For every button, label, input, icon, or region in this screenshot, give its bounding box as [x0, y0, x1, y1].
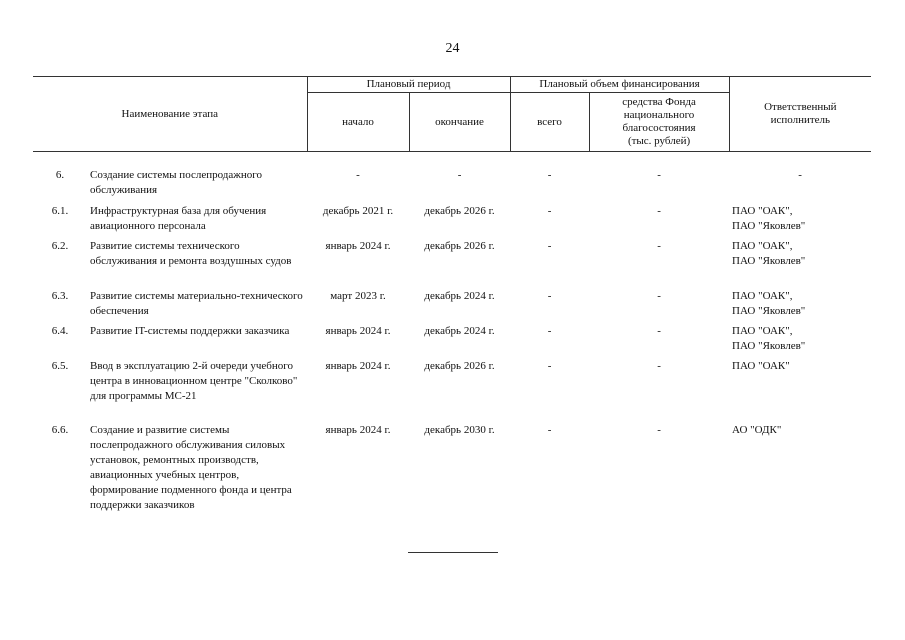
row-total: -: [547, 423, 552, 436]
row-total: -: [547, 204, 552, 217]
header-planned-funding: Плановый объем финансирования: [510, 77, 729, 93]
header-total: всего: [510, 93, 589, 152]
row-number: 6.4.: [51, 324, 69, 337]
row-total: -: [547, 239, 552, 252]
row-start: декабрь 2021 г.: [322, 204, 394, 217]
row-fund: -: [657, 239, 661, 252]
row-responsible: [729, 239, 871, 289]
row-end: декабрь 2026 г.: [424, 239, 495, 252]
table-row: [33, 239, 871, 289]
responsible-line: ПАО "ОАК",: [732, 204, 793, 217]
row-stage-name: Развитие системы технического обслуживания и ремонта воздушных судов: [90, 239, 292, 267]
row-start: март 2023 г.: [330, 289, 386, 302]
responsible-line: ПАО "ОАК",: [732, 239, 793, 252]
responsible-line: ПАО "Яковлев": [732, 219, 806, 232]
row-responsible: [729, 168, 871, 204]
row-start: январь 2024 г.: [325, 359, 391, 372]
header-fund-line: (тыс. рублей): [627, 135, 691, 147]
header-start: начало: [307, 93, 409, 152]
responsible-line: ПАО "Яковлев": [732, 304, 806, 317]
table-row: [33, 423, 871, 515]
table-row: [33, 168, 871, 204]
row-number: 6.: [55, 168, 65, 181]
row-fund: -: [657, 423, 661, 436]
header-planned-period: Плановый период: [307, 77, 510, 93]
row-total: -: [547, 289, 552, 302]
header-fund-line: благосостояния: [622, 122, 696, 134]
row-end: декабрь 2024 г.: [424, 289, 495, 302]
row-stage-name: Развитие IT-системы поддержки заказчика: [90, 324, 290, 337]
table-row: [33, 204, 871, 239]
row-number: 6.6.: [51, 423, 69, 436]
header-fund: [589, 93, 729, 152]
table-row: [33, 359, 871, 423]
row-start: январь 2024 г.: [325, 239, 391, 252]
row-responsible: [729, 324, 871, 359]
plan-table: [33, 76, 871, 515]
header-fund-line: национального: [623, 109, 695, 121]
row-total: -: [547, 359, 552, 372]
header-responsible: Ответственный исполнитель: [729, 77, 871, 152]
table-row: [33, 324, 871, 359]
row-responsible: [729, 289, 871, 324]
row-fund: -: [657, 359, 661, 372]
row-fund: -: [657, 289, 661, 302]
header-fund-line: средства Фонда: [622, 96, 696, 108]
row-fund: -: [657, 204, 661, 217]
row-number: 6.2.: [51, 239, 69, 252]
responsible-line: АО "ОДК": [732, 423, 782, 436]
row-start: январь 2024 г.: [325, 423, 391, 436]
row-total: -: [547, 168, 552, 181]
row-number: 6.3.: [51, 289, 69, 302]
row-start: январь 2024 г.: [325, 324, 391, 337]
responsible-line: ПАО "Яковлев": [732, 339, 806, 352]
table-row: [33, 289, 871, 324]
row-end: -: [457, 168, 462, 181]
header-end: окончание: [409, 93, 510, 152]
row-stage-name: Инфраструктурная база для обучения авиационного персонала: [90, 204, 267, 232]
row-number: 6.5.: [51, 359, 69, 372]
responsible-line: ПАО "Яковлев": [732, 254, 806, 267]
header-stage-name: Наименование этапа: [33, 77, 307, 152]
row-total: -: [547, 324, 552, 337]
row-end: декабрь 2026 г.: [424, 359, 495, 372]
row-end: декабрь 2026 г.: [424, 204, 495, 217]
row-end: декабрь 2024 г.: [424, 324, 495, 337]
row-responsible: [729, 359, 871, 423]
responsible-line: ПАО "ОАК": [732, 359, 790, 372]
row-responsible: [729, 423, 871, 515]
row-number: 6.1.: [51, 204, 69, 217]
row-responsible: [729, 204, 871, 239]
footer-divider: [408, 552, 498, 553]
row-stage-name: Развитие системы материально-технического обеспечения: [90, 289, 303, 317]
row-fund: -: [657, 168, 661, 181]
row-stage-name: Создание системы послепродажного обслуживания: [90, 168, 262, 196]
row-stage-name: Создание и развитие системы послепродажного обслуживания силовых установок, ремонтных производств, авиационных учебных центров, формирование подменного фонда и центра поддержки заказчиков: [90, 423, 292, 511]
row-stage-name: Ввод в эксплуатацию 2-й очереди учебного центра в инновационном центре "Сколково" для программы МС-21: [90, 359, 298, 402]
responsible-line: ПАО "ОАК",: [732, 324, 793, 337]
row-fund: -: [657, 324, 661, 337]
responsible-line: ПАО "ОАК",: [732, 289, 793, 302]
row-start: -: [356, 168, 360, 181]
page-number: 24: [445, 41, 460, 56]
responsible-line: -: [798, 168, 802, 181]
row-end: декабрь 2030 г.: [424, 423, 495, 436]
